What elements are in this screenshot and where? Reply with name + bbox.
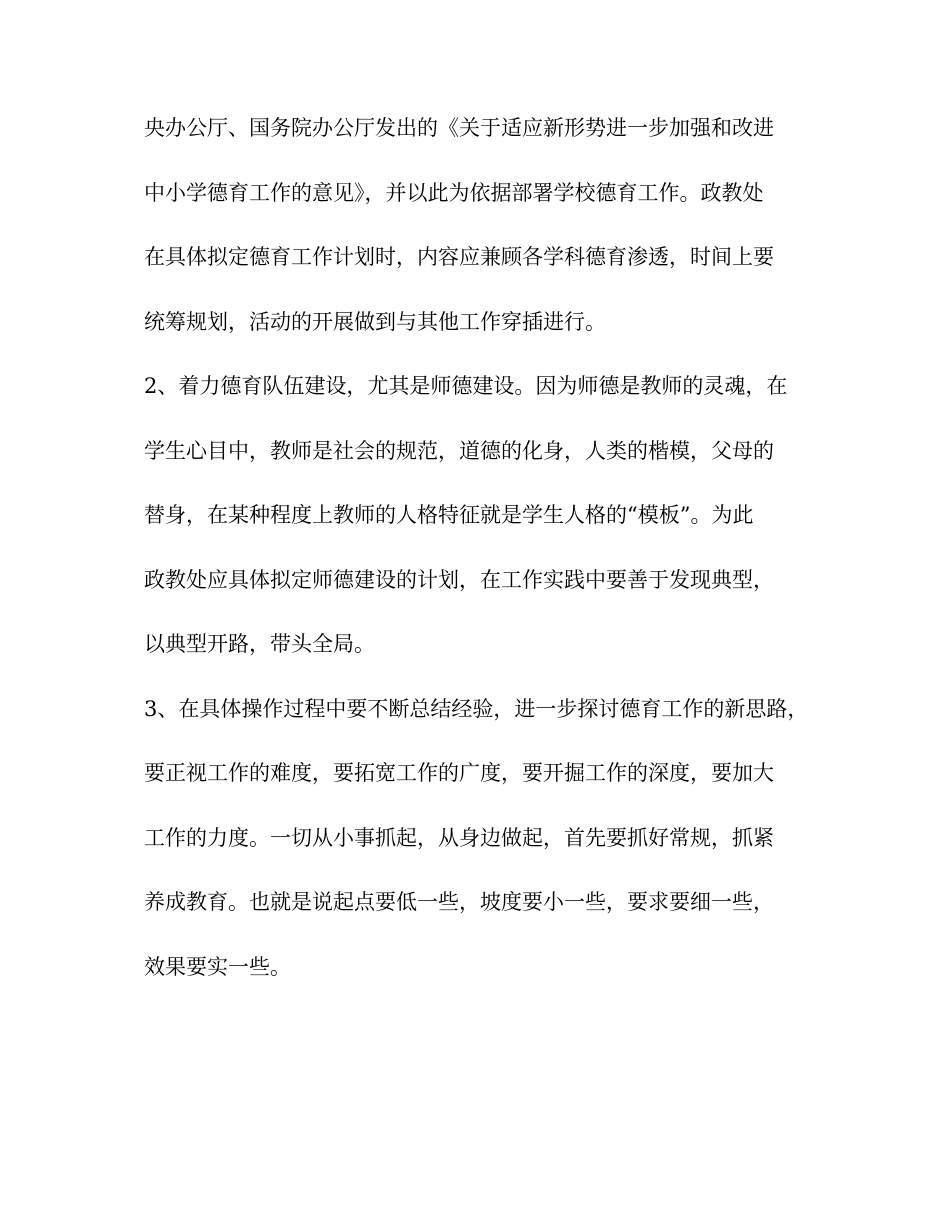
text-line-9: 以典型开路，带头全局。 [144, 632, 375, 656]
text-line-13: 养成教育。也就是说起点要低一些，坡度要小一些，要求要细一些， [144, 890, 774, 914]
text-line-1: 央办公厅、国务院办公厅发出的《关于适应新形势进一步加强和改进 [144, 116, 774, 140]
text-line-6: 学生心目中，教师是社会的规范，道德的化身，人类的楷模，父母的 [144, 438, 774, 463]
text-line-8: 政教处应具体拟定师德建设的计划，在工作实践中要善于发现典型， [144, 567, 774, 592]
text-line-2: 中小学德育工作的意见》，并以此为依据部署学校德育工作。政教处 [144, 180, 764, 205]
text-line-4: 统筹规划，活动的开展做到与其他工作穿插进行。 [144, 309, 606, 334]
text-line-7: 替身，在某种程度上教师的人格特征就是学生人格的“模板”。为此 [144, 503, 754, 527]
text-line-5: 2、着力德育队伍建设，尤其是师德建设。因为师德是教师的灵魂，在 [144, 374, 788, 398]
text-line-14: 效果要实一些。 [144, 954, 291, 979]
text-line-12: 工作的力度。一切从小事抓起，从身边做起，首先要抓好常规，抓紧 [144, 825, 774, 850]
body-text [144, 118, 844, 1021]
text-line-3: 在具体拟定德育工作计划时，内容应兼顾各学科德育渗透，时间上要 [144, 245, 774, 269]
text-line-10: 3、在具体操作过程中要不断总结经验，进一步探讨德育工作的新思路， [144, 696, 809, 721]
text-line-11: 要正视工作的难度，要拓宽工作的广度，要开掘工作的深度，要加大 [144, 761, 774, 785]
